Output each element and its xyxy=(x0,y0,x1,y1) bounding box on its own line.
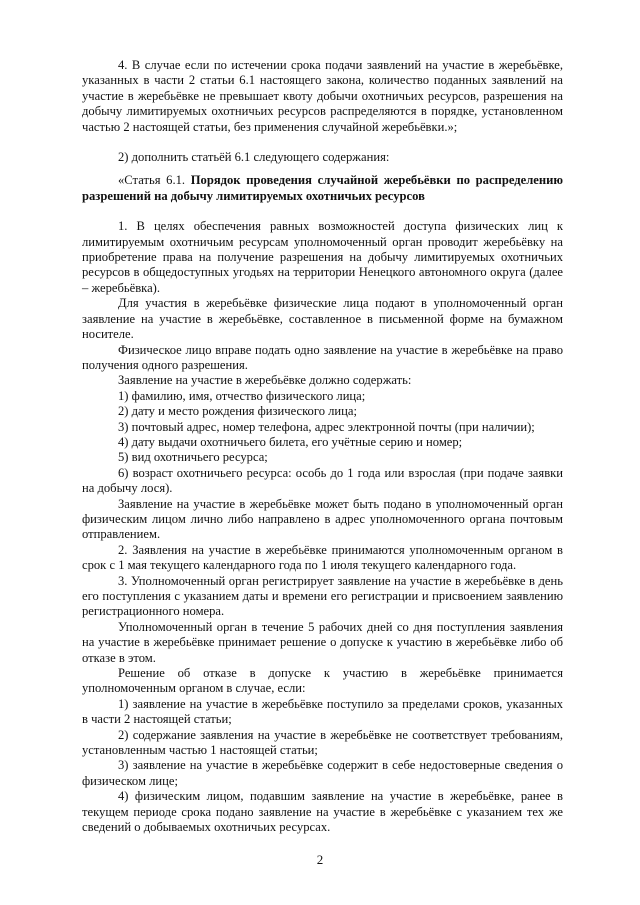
paragraph: Физическое лицо вправе подать одно заявление на участие в жеребьёвке на право получения одного разрешения. xyxy=(82,342,563,372)
paragraph: 1. В целях обеспечения равных возможностей доступа физических лиц к лимитируемым охотничьим ресурсам уполномоченный орган проводит жеребьёвку на приобретение права на получение разрешения на добычу лимитируемых охотничьих ресурсов в общедоступных угодьях на территории Ненецкого автономного округа (далее – жеребьёвка). xyxy=(82,219,563,295)
page-number: 2 xyxy=(316,852,324,867)
paragraph-item-2: 2) дополнить статьёй 6.1 следующего содержания: xyxy=(118,150,390,165)
paragraph-amendment-4: 4. В случае если по истечении срока подачи заявлений на участие в жеребьёвке, указанных в части 2 статьи 6.1 настоящего закона, количество поданных заявлений на участие в жеребьёвке не превышает квоту добычи охотничьих ресурсов, разрешения на добычу лимитируемых охотничьих ресурсов распределяются в порядке, установленном частью 2 настоящей статьи, без применения случайной жеребьёвки.»; xyxy=(82,58,563,134)
paragraph: Уполномоченный орган в течение 5 рабочих дней со дня поступления заявления на участие в жеребьёвке принимает решение о допуске к участию в жеребьёвке либо об отказе в этом. xyxy=(82,619,563,665)
paragraph: 2. Заявления на участие в жеребьёвке принимаются уполномоченным органом в срок с 1 мая текущего календарного года по 1 июля текущего календарного года. xyxy=(82,542,563,573)
paragraph: 3. Уполномоченный орган регистрирует заявление на участие в жеребьёвке в день его поступления с указанием даты и времени его регистрации и присвоением заявлению регистрационного номера. xyxy=(82,573,563,619)
paragraph: Заявление на участие в жеребьёвке должно содержать: xyxy=(118,373,412,388)
list-item: 4) дату выдачи охотничьего билета, его учётные серию и номер; xyxy=(118,434,463,449)
paragraph: Для участия в жеребьёвке физические лица подают в уполномоченный орган заявление на участие в жеребьёвке, составленное в письменной форме на бумажном носителе. xyxy=(82,296,563,342)
list-item: 2) содержание заявления на участие в жеребьёвке не соответствует требованиям, установленным частью 1 настоящей статьи; xyxy=(82,727,563,758)
document-body xyxy=(82,58,563,836)
list-item: 3) почтовый адрес, номер телефона, адрес электронной почты (при наличии); xyxy=(118,419,535,434)
article-prefix: «Статья 6.1. xyxy=(118,173,191,188)
article-heading xyxy=(82,173,563,204)
paragraph: Решение об отказе в допуске к участию в жеребьёвке принимается уполномоченным органом в случае, если: xyxy=(82,666,563,696)
list-item: 6) возраст охотничьего ресурса: особь до 1 года или взрослая (при подаче заявки на добычу лося). xyxy=(82,465,563,496)
list-item: 5) вид охотничьего ресурса; xyxy=(118,450,268,465)
list-item: 2) дату и место рождения физического лица; xyxy=(118,404,357,419)
list-item: 4) физическим лицом, подавшим заявление на участие в жеребьёвке, ранее в текущем периоде срока подано заявление на участие в жеребьёвке с указанием тех же сведений о добываемых охотничьих ресурсах. xyxy=(82,789,563,835)
list-item: 1) заявление на участие в жеребьёвке поступило за пределами сроков, указанных в части 2 настоящей статьи; xyxy=(82,696,563,727)
paragraph: Заявление на участие в жеребьёвке может быть подано в уполномоченный орган физическим лицом лично либо направлено в адрес уполномоченного органа почтовым отправлением. xyxy=(82,496,563,542)
list-item: 3) заявление на участие в жеребьёвке содержит в себе недостоверные сведения о физическом лице; xyxy=(82,758,563,788)
list-item: 1) фамилию, имя, отчество физического лица; xyxy=(118,388,366,403)
article-title: Порядок проведения случайной жеребьёвки по распределению разрешений на добычу лимитируемых охотничьих ресурсов xyxy=(82,173,563,203)
